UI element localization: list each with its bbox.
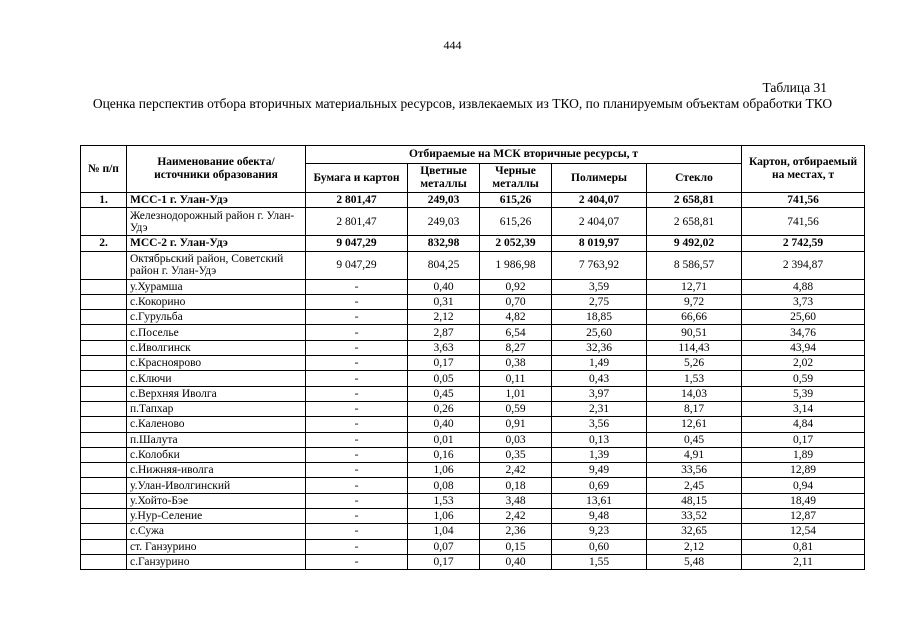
page-number: 444 (443, 38, 462, 52)
cell-polymers: 18,85 (552, 310, 647, 325)
cell-carton: 12,87 (742, 509, 865, 524)
cell-num (81, 432, 127, 447)
cell-glass: 8 586,57 (647, 251, 742, 279)
cell-num (81, 371, 127, 386)
cell-nonferrous: 2,87 (408, 325, 480, 340)
cell-nonferrous: 1,53 (408, 493, 480, 508)
cell-carton: 5,39 (742, 386, 865, 401)
table-row (81, 401, 865, 416)
table-row (81, 509, 865, 524)
cell-polymers: 2,31 (552, 401, 647, 416)
cell-carton: 741,56 (742, 208, 865, 236)
cell-carton: 2 394,87 (742, 251, 865, 279)
header-polymers: Полимеры (552, 164, 647, 193)
cell-paper: - (306, 509, 408, 524)
cell-polymers: 9,23 (552, 524, 647, 539)
cell-num (81, 325, 127, 340)
cell-glass: 2 658,81 (647, 193, 742, 208)
cell-name: с.Поселье (127, 325, 306, 340)
cell-ferrous: 0,70 (480, 294, 552, 309)
table-row (81, 524, 865, 539)
cell-polymers: 3,97 (552, 386, 647, 401)
cell-paper: - (306, 371, 408, 386)
cell-paper: - (306, 401, 408, 416)
table-row (81, 294, 865, 309)
cell-ferrous: 4,82 (480, 310, 552, 325)
cell-paper: - (306, 524, 408, 539)
cell-polymers: 3,59 (552, 279, 647, 294)
cell-num (81, 524, 127, 539)
cell-carton: 18,49 (742, 493, 865, 508)
cell-nonferrous: 0,31 (408, 294, 480, 309)
cell-polymers: 7 763,92 (552, 251, 647, 279)
header-name: Наименование обекта/ источники образования (127, 146, 306, 193)
cell-glass: 14,03 (647, 386, 742, 401)
cell-num (81, 493, 127, 508)
cell-polymers: 1,49 (552, 356, 647, 371)
cell-nonferrous: 1,06 (408, 509, 480, 524)
cell-nonferrous: 0,45 (408, 386, 480, 401)
cell-name: с.Иволгинск (127, 340, 306, 355)
cell-carton: 0,94 (742, 478, 865, 493)
cell-num (81, 554, 127, 569)
cell-nonferrous: 0,07 (408, 539, 480, 554)
cell-carton: 0,17 (742, 432, 865, 447)
table-row (81, 417, 865, 432)
cell-num (81, 279, 127, 294)
cell-ferrous: 0,18 (480, 478, 552, 493)
cell-glass: 12,71 (647, 279, 742, 294)
cell-polymers: 1,55 (552, 554, 647, 569)
table-row (81, 478, 865, 493)
cell-nonferrous: 249,03 (408, 193, 480, 208)
cell-carton: 25,60 (742, 310, 865, 325)
cell-name: с.Красноярово (127, 356, 306, 371)
table-row (81, 340, 865, 355)
table-row (81, 386, 865, 401)
cell-paper: - (306, 539, 408, 554)
cell-name: с.Кокорино (127, 294, 306, 309)
cell-glass: 8,17 (647, 401, 742, 416)
cell-nonferrous: 1,04 (408, 524, 480, 539)
cell-ferrous: 0,35 (480, 447, 552, 462)
table-row (81, 356, 865, 371)
cell-carton: 2,11 (742, 554, 865, 569)
cell-glass: 32,65 (647, 524, 742, 539)
cell-ferrous: 615,26 (480, 208, 552, 236)
table-row (81, 310, 865, 325)
table-row (81, 539, 865, 554)
cell-name: МСС-1 г. Улан-Удэ (127, 193, 306, 208)
cell-nonferrous: 0,17 (408, 356, 480, 371)
cell-ferrous: 615,26 (480, 193, 552, 208)
cell-num (81, 539, 127, 554)
cell-ferrous: 1,01 (480, 386, 552, 401)
cell-polymers: 2,75 (552, 294, 647, 309)
cell-nonferrous: 0,17 (408, 554, 480, 569)
cell-name: у.Нур-Селение (127, 509, 306, 524)
cell-ferrous: 2,42 (480, 463, 552, 478)
header-ferrous: Черные металлы (480, 164, 552, 193)
resources-table (80, 145, 865, 570)
cell-carton: 2,02 (742, 356, 865, 371)
cell-carton: 741,56 (742, 193, 865, 208)
cell-polymers: 9,48 (552, 509, 647, 524)
cell-paper: 9 047,29 (306, 236, 408, 251)
cell-polymers: 25,60 (552, 325, 647, 340)
cell-num (81, 386, 127, 401)
cell-paper: - (306, 294, 408, 309)
cell-paper: 2 801,47 (306, 208, 408, 236)
cell-carton: 4,84 (742, 417, 865, 432)
cell-carton: 12,89 (742, 463, 865, 478)
cell-glass: 0,45 (647, 432, 742, 447)
table-title: Оценка перспектив отбора вторичных материальных ресурсов, извлекаемых из ТКО, по планируемым объектам обработки ТКО (92, 96, 833, 111)
cell-name: с.Каленово (127, 417, 306, 432)
cell-ferrous: 0,11 (480, 371, 552, 386)
cell-polymers: 0,13 (552, 432, 647, 447)
cell-carton: 2 742,59 (742, 236, 865, 251)
cell-polymers: 2 404,07 (552, 208, 647, 236)
header-group: Отбираемые на МСК вторичные ресурсы, т (306, 146, 742, 164)
cell-carton: 1,89 (742, 447, 865, 462)
cell-ferrous: 2 052,39 (480, 236, 552, 251)
cell-polymers: 0,60 (552, 539, 647, 554)
cell-nonferrous: 0,40 (408, 417, 480, 432)
table-row (81, 447, 865, 462)
cell-num (81, 463, 127, 478)
cell-nonferrous: 0,01 (408, 432, 480, 447)
cell-num (81, 478, 127, 493)
cell-paper: - (306, 417, 408, 432)
cell-paper: - (306, 447, 408, 462)
table-row (81, 554, 865, 569)
cell-glass: 12,61 (647, 417, 742, 432)
header-nonferrous: Цветные металлы (408, 164, 480, 193)
cell-name: Железнодорожный район г. Улан-Удэ (127, 208, 306, 236)
table-row (81, 251, 865, 279)
cell-num (81, 340, 127, 355)
cell-polymers: 9,49 (552, 463, 647, 478)
cell-carton: 0,81 (742, 539, 865, 554)
table-row (81, 463, 865, 478)
cell-nonferrous: 1,06 (408, 463, 480, 478)
cell-nonferrous: 0,26 (408, 401, 480, 416)
cell-paper: 9 047,29 (306, 251, 408, 279)
table-row (81, 193, 865, 208)
cell-num (81, 447, 127, 462)
cell-glass: 114,43 (647, 340, 742, 355)
table-row (81, 371, 865, 386)
cell-paper: - (306, 325, 408, 340)
table-row (81, 279, 865, 294)
cell-ferrous: 2,42 (480, 509, 552, 524)
cell-carton: 34,76 (742, 325, 865, 340)
cell-carton: 4,88 (742, 279, 865, 294)
cell-name: у.Улан-Иволгинский (127, 478, 306, 493)
cell-carton: 43,94 (742, 340, 865, 355)
header-num: № п/п (81, 146, 127, 193)
cell-num (81, 509, 127, 524)
cell-name: с.Верхняя Иволга (127, 386, 306, 401)
cell-polymers: 2 404,07 (552, 193, 647, 208)
table-row (81, 236, 865, 251)
cell-glass: 33,52 (647, 509, 742, 524)
cell-name: ст. Ганзурино (127, 539, 306, 554)
cell-name: с.Колобки (127, 447, 306, 462)
cell-ferrous: 3,48 (480, 493, 552, 508)
cell-name: Октябрьский район, Советский район г. Улан-Удэ (127, 251, 306, 279)
cell-polymers: 13,61 (552, 493, 647, 508)
cell-nonferrous: 249,03 (408, 208, 480, 236)
cell-paper: - (306, 478, 408, 493)
cell-glass: 1,53 (647, 371, 742, 386)
table-row (81, 493, 865, 508)
cell-paper: - (306, 386, 408, 401)
table-body (81, 193, 865, 570)
cell-nonferrous: 2,12 (408, 310, 480, 325)
cell-carton: 0,59 (742, 371, 865, 386)
cell-name: МСС-2 г. Улан-Удэ (127, 236, 306, 251)
cell-num (81, 356, 127, 371)
cell-num: 1. (81, 193, 127, 208)
header-paper: Бумага и картон (306, 164, 408, 193)
cell-paper: - (306, 554, 408, 569)
cell-polymers: 3,56 (552, 417, 647, 432)
cell-num (81, 294, 127, 309)
cell-carton: 3,73 (742, 294, 865, 309)
cell-num (81, 417, 127, 432)
cell-name: п.Шалута (127, 432, 306, 447)
cell-glass: 5,26 (647, 356, 742, 371)
cell-glass: 2 658,81 (647, 208, 742, 236)
cell-ferrous: 1 986,98 (480, 251, 552, 279)
table-label: Таблица 31 (762, 80, 827, 95)
table-row (81, 208, 865, 236)
cell-glass: 9 492,02 (647, 236, 742, 251)
cell-num (81, 251, 127, 279)
cell-paper: - (306, 340, 408, 355)
cell-ferrous: 0,59 (480, 401, 552, 416)
header-carton-local: Картон, отбираемый на местах, т (742, 146, 865, 193)
cell-num: 2. (81, 236, 127, 251)
cell-glass: 90,51 (647, 325, 742, 340)
cell-polymers: 32,36 (552, 340, 647, 355)
cell-ferrous: 0,91 (480, 417, 552, 432)
cell-nonferrous: 3,63 (408, 340, 480, 355)
table-row (81, 432, 865, 447)
cell-glass: 5,48 (647, 554, 742, 569)
cell-nonferrous: 832,98 (408, 236, 480, 251)
cell-nonferrous: 0,05 (408, 371, 480, 386)
cell-name: у.Хурамша (127, 279, 306, 294)
cell-name: у.Хойто-Бэе (127, 493, 306, 508)
cell-num (81, 310, 127, 325)
cell-ferrous: 2,36 (480, 524, 552, 539)
cell-ferrous: 0,40 (480, 554, 552, 569)
cell-name: с.Ключи (127, 371, 306, 386)
cell-glass: 2,12 (647, 539, 742, 554)
cell-ferrous: 0,03 (480, 432, 552, 447)
cell-glass: 33,56 (647, 463, 742, 478)
cell-carton: 3,14 (742, 401, 865, 416)
cell-polymers: 0,69 (552, 478, 647, 493)
cell-name: с.Гурульба (127, 310, 306, 325)
header-glass: Стекло (647, 164, 742, 193)
cell-nonferrous: 804,25 (408, 251, 480, 279)
cell-polymers: 0,43 (552, 371, 647, 386)
cell-paper: - (306, 279, 408, 294)
cell-glass: 9,72 (647, 294, 742, 309)
cell-name: с.Ганзурино (127, 554, 306, 569)
cell-glass: 48,15 (647, 493, 742, 508)
cell-paper: 2 801,47 (306, 193, 408, 208)
cell-ferrous: 0,92 (480, 279, 552, 294)
cell-paper: - (306, 493, 408, 508)
cell-ferrous: 8,27 (480, 340, 552, 355)
cell-name: с.Сужа (127, 524, 306, 539)
cell-paper: - (306, 432, 408, 447)
cell-nonferrous: 0,08 (408, 478, 480, 493)
cell-name: с.Нижняя-иволга (127, 463, 306, 478)
cell-glass: 2,45 (647, 478, 742, 493)
cell-glass: 66,66 (647, 310, 742, 325)
cell-carton: 12,54 (742, 524, 865, 539)
cell-nonferrous: 0,16 (408, 447, 480, 462)
cell-num (81, 208, 127, 236)
cell-name: п.Тапхар (127, 401, 306, 416)
cell-polymers: 1,39 (552, 447, 647, 462)
cell-glass: 4,91 (647, 447, 742, 462)
cell-ferrous: 0,38 (480, 356, 552, 371)
cell-num (81, 401, 127, 416)
cell-paper: - (306, 310, 408, 325)
table-row (81, 325, 865, 340)
cell-paper: - (306, 356, 408, 371)
cell-polymers: 8 019,97 (552, 236, 647, 251)
cell-ferrous: 6,54 (480, 325, 552, 340)
cell-paper: - (306, 463, 408, 478)
cell-nonferrous: 0,40 (408, 279, 480, 294)
cell-ferrous: 0,15 (480, 539, 552, 554)
